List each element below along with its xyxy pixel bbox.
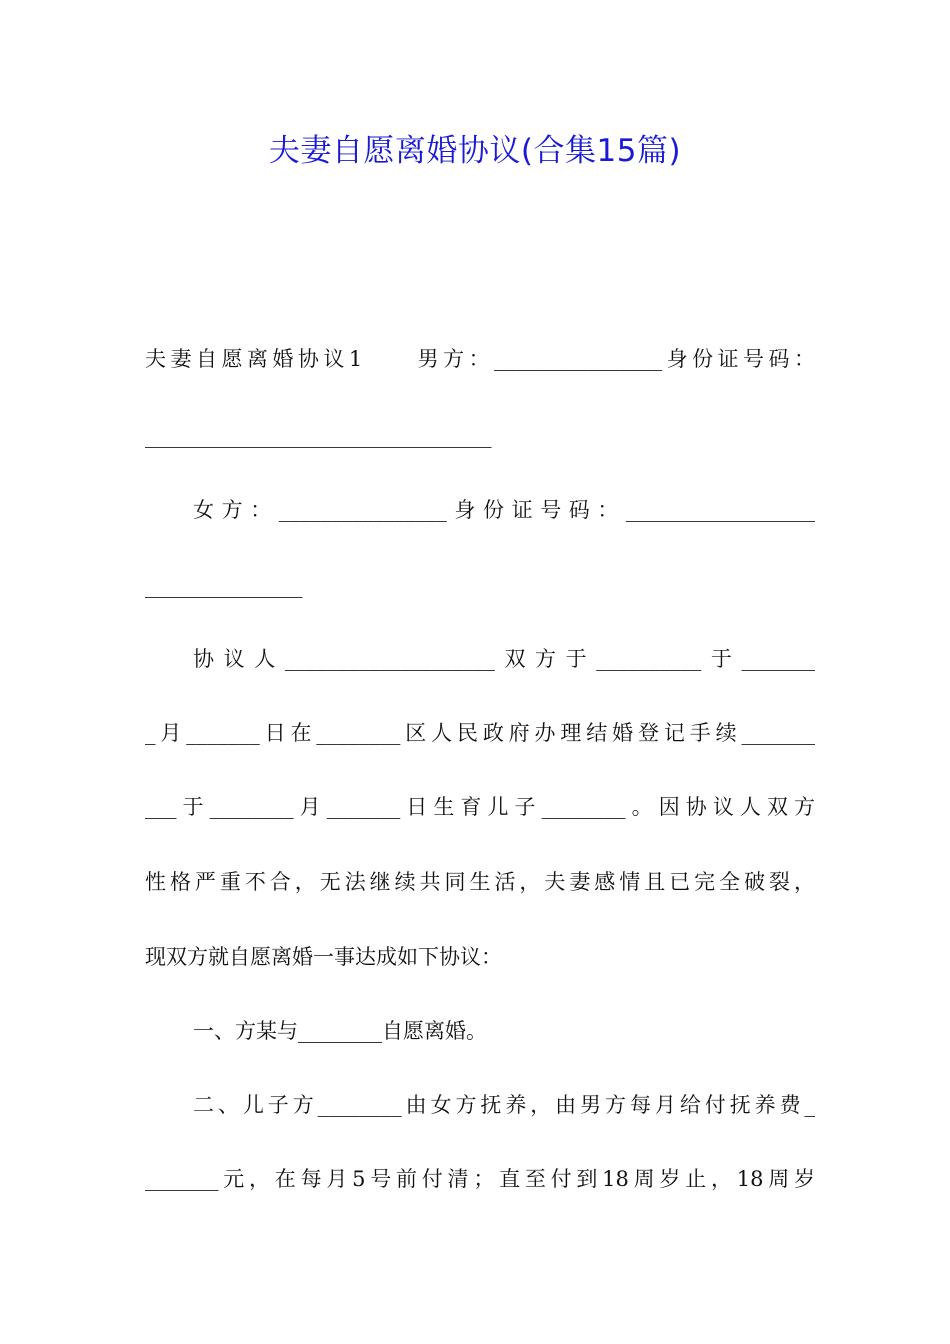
paragraph-line: _________________________________ — [145, 424, 492, 448]
paragraph-line: 夫妻自愿离婚协议1 男方：________________身份证号码： — [145, 347, 815, 371]
paragraph-line: _______________ — [145, 574, 303, 598]
document-title: 夫妻自愿离婚协议(合集15篇) — [268, 133, 682, 169]
paragraph-line: 女方：________________身份证号码：__________________ — [193, 498, 815, 522]
paragraph-line: _月_______日在________区人民政府办理结婚登记手续_______ — [145, 721, 815, 745]
paragraph-line: 协议人____________________双方于__________于_______ — [193, 647, 815, 671]
paragraph-line: 性格严重不合，无法继续共同生活，夫妻感情且已完全破裂， — [145, 870, 815, 894]
paragraph-line: 现双方就自愿离婚一事达成如下协议： — [145, 945, 502, 969]
paragraph-line: 二、儿子方________由女方抚养，由男方每月给付抚养费_ — [193, 1093, 815, 1117]
paragraph-line: ___于________月_______日生育儿子________。因协议人双方 — [145, 795, 815, 819]
paragraph-line: _______元，在每月5号前付清；直至付到18周岁止，18周岁 — [145, 1167, 815, 1191]
paragraph-line: 一、方某与________自愿离婚。 — [193, 1019, 487, 1043]
